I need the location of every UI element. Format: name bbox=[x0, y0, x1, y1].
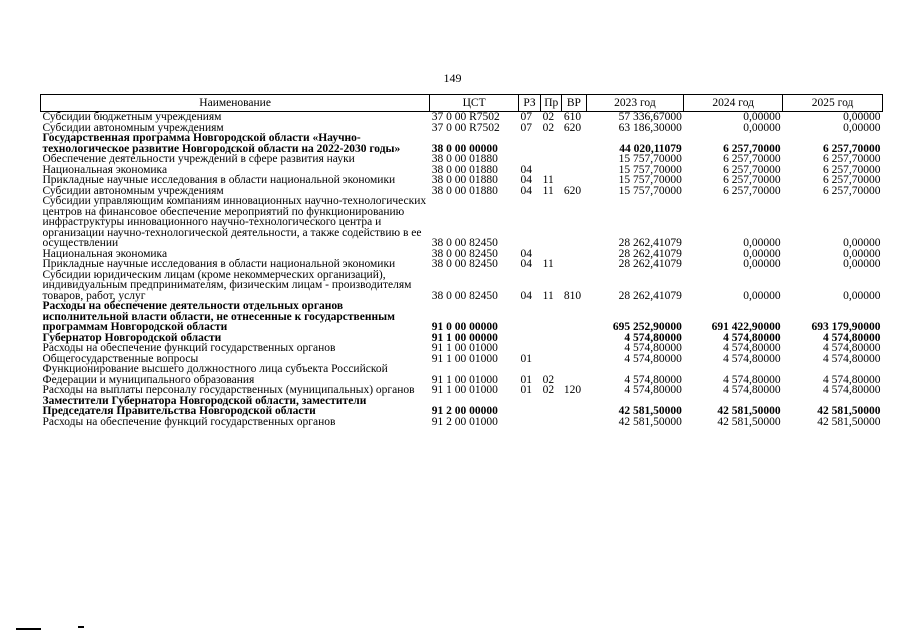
cell-2023: 4 574,80000 bbox=[624, 384, 682, 396]
cell-2024: 6 257,70000 bbox=[723, 153, 781, 165]
cell-pr bbox=[541, 196, 562, 249]
cell-vr: 120 bbox=[563, 384, 582, 396]
cell-rz: 07 bbox=[520, 111, 532, 123]
cell-name: Расходы на обеспечение функций государственных органов bbox=[42, 342, 336, 354]
cell-name: Субсидии автономным учреждениям bbox=[42, 121, 224, 134]
cell-2025: 0,00000 bbox=[843, 111, 881, 123]
cell-name: Прикладные научные исследования в области национальной экономики bbox=[42, 174, 396, 186]
cell-2023: 63 186,30000 bbox=[618, 121, 682, 134]
cell-2024: 691 422,90000 bbox=[711, 321, 781, 333]
cell-cst: 91 2 00 01000 bbox=[431, 415, 498, 428]
col-header-2023: 2023 год bbox=[586, 95, 684, 112]
cell-cst: 91 1 00 01000 bbox=[431, 384, 498, 396]
footer-rule-small bbox=[78, 626, 84, 628]
cell-vr: 620 bbox=[563, 121, 582, 134]
cell-name: Прикладные научные исследования в области национальной экономики bbox=[42, 258, 396, 270]
page-number: 149 bbox=[443, 71, 462, 85]
cell-rz bbox=[518, 301, 540, 333]
cell-2024: 6 257,70000 bbox=[723, 142, 781, 155]
cell-vr bbox=[562, 354, 586, 365]
cell-2023: 44 020,11079 bbox=[619, 142, 682, 155]
cell-cst: 91 1 00 01000 bbox=[431, 352, 498, 365]
cell-pr: 02 bbox=[542, 111, 555, 123]
cell-cst: 37 0 00 R7502 bbox=[431, 121, 500, 134]
cell-pr: 02 bbox=[542, 373, 555, 386]
cell-rz bbox=[518, 154, 540, 165]
cell-2023: 15 757,70000 bbox=[618, 163, 682, 176]
cell-2024: 0,00000 bbox=[743, 111, 781, 123]
cell-vr: 610 bbox=[563, 111, 582, 123]
table-row bbox=[41, 259, 883, 270]
cell-2024: 42 581,50000 bbox=[717, 415, 781, 428]
cell-pr bbox=[541, 133, 562, 154]
cell-rz bbox=[518, 196, 540, 249]
cell-2023: 15 757,70000 bbox=[618, 174, 682, 186]
cell-vr bbox=[562, 364, 586, 385]
table-row bbox=[41, 343, 883, 354]
cell-2023: 57 336,67000 bbox=[618, 111, 682, 123]
cell-vr bbox=[562, 343, 586, 354]
cell-2024: 4 574,80000 bbox=[723, 384, 781, 396]
cell-2023: 28 262,41079 bbox=[618, 237, 682, 249]
cell-rz: 04 bbox=[520, 184, 532, 197]
cell-2023: 695 252,90000 bbox=[612, 321, 682, 333]
cell-cst: 91 1 00 00000 bbox=[431, 331, 498, 344]
cell-rz: 04 bbox=[520, 247, 532, 260]
cell-vr bbox=[562, 175, 586, 186]
cell-pr bbox=[541, 417, 562, 428]
cell-rz: 07 bbox=[520, 121, 532, 134]
cell-cst: 91 1 00 01000 bbox=[431, 342, 498, 354]
cell-2024: 0,00000 bbox=[743, 237, 781, 249]
cell-rz: 04 bbox=[520, 174, 532, 186]
cell-2023: 28 262,41079 bbox=[618, 258, 682, 270]
table-body bbox=[41, 112, 883, 428]
cell-pr bbox=[541, 154, 562, 165]
cell-2024: 42 581,50000 bbox=[717, 405, 781, 417]
cell-2023: 28 262,41079 bbox=[618, 289, 682, 302]
cell-cst: 38 0 00 01880 bbox=[431, 163, 498, 176]
cell-cst: 38 0 00 82450 bbox=[431, 289, 498, 302]
cell-name: Субсидии юридическим лицам (кроме некоммерческих организаций), индивидуальным предпринимателям, физическим лицам - производителям товаров, работ, услуг bbox=[42, 268, 412, 302]
cell-2024: 0,00000 bbox=[743, 247, 781, 260]
cell-vr bbox=[562, 259, 586, 270]
table-row bbox=[41, 417, 883, 428]
cell-2023: 15 757,70000 bbox=[618, 184, 682, 197]
cell-2025: 0,00000 bbox=[843, 258, 881, 270]
cell-vr: 620 bbox=[563, 184, 582, 197]
cell-2025: 4 574,80000 bbox=[823, 352, 881, 365]
table-row bbox=[41, 301, 883, 333]
cell-cst: 37 0 00 R7502 bbox=[431, 111, 500, 123]
cell-2024: 4 574,80000 bbox=[723, 373, 781, 386]
col-header-2025: 2025 год bbox=[783, 95, 883, 112]
cell-2025: 0,00000 bbox=[843, 247, 881, 260]
cell-name: Обеспечение деятельности учреждений в сфере развития науки bbox=[42, 153, 355, 165]
cell-name: Субсидии автономным учреждениям bbox=[42, 184, 224, 197]
cell-2025: 6 257,70000 bbox=[823, 184, 881, 197]
cell-2025: 6 257,70000 bbox=[823, 174, 881, 186]
cell-name: Субсидии бюджетным учреждениям bbox=[42, 111, 222, 123]
cell-name: Губернатор Новгородской области bbox=[42, 331, 222, 344]
budget-table bbox=[40, 94, 883, 427]
cell-vr bbox=[562, 396, 586, 417]
cell-name: Заместители Губернатора Новгородской области, заместители Председателя Правительства Новгородской области bbox=[42, 394, 367, 417]
cell-2024: 0,00000 bbox=[743, 121, 781, 134]
cell-pr bbox=[541, 333, 562, 344]
table-row bbox=[41, 396, 883, 417]
cell-name: Национальная экономика bbox=[42, 163, 168, 176]
cell-2024: 4 574,80000 bbox=[723, 352, 781, 365]
cell-vr bbox=[562, 133, 586, 154]
col-header-pr: Пр bbox=[541, 95, 562, 112]
cell-rz: 01 bbox=[520, 384, 532, 396]
cell-vr bbox=[562, 196, 586, 249]
cell-rz: 01 bbox=[520, 352, 532, 365]
table-row bbox=[41, 175, 883, 186]
cell-2025: 42 581,50000 bbox=[817, 415, 881, 428]
cell-2024: 4 574,80000 bbox=[723, 331, 781, 344]
cell-2024: 6 257,70000 bbox=[723, 163, 781, 176]
cell-pr: 02 bbox=[542, 121, 555, 134]
cell-cst: 38 0 00 01880 bbox=[431, 174, 498, 186]
cell-cst: 38 0 00 82450 bbox=[431, 247, 498, 260]
cell-2025: 4 574,80000 bbox=[823, 342, 881, 354]
cell-cst: 91 2 00 00000 bbox=[431, 405, 498, 417]
cell-2025: 6 257,70000 bbox=[823, 153, 881, 165]
cell-rz bbox=[518, 343, 540, 354]
cell-rz: 04 bbox=[520, 163, 532, 176]
cell-name: Национальная экономика bbox=[42, 247, 168, 260]
col-header-cst: ЦСТ bbox=[430, 95, 519, 112]
cell-cst: 38 0 00 82450 bbox=[431, 258, 498, 270]
cell-2024: 6 257,70000 bbox=[723, 184, 781, 197]
cell-pr bbox=[541, 354, 562, 365]
cell-vr bbox=[562, 165, 586, 176]
cell-pr: 11 bbox=[542, 289, 554, 302]
col-header-2024: 2024 год bbox=[684, 95, 783, 112]
cell-2023: 42 581,50000 bbox=[618, 405, 682, 417]
cell-vr bbox=[562, 249, 586, 260]
cell-name: Расходы на обеспечение функций государственных органов bbox=[42, 415, 336, 428]
cell-2023: 4 574,80000 bbox=[624, 373, 682, 386]
table-row bbox=[41, 385, 883, 396]
cell-name: Общегосударственные вопросы bbox=[42, 352, 199, 365]
footer-rule bbox=[16, 628, 41, 630]
cell-2024: 0,00000 bbox=[743, 258, 781, 270]
table-row bbox=[41, 133, 883, 154]
col-header-vr: ВР bbox=[562, 95, 586, 112]
cell-cst: 91 1 00 01000 bbox=[431, 373, 498, 386]
table-row bbox=[41, 196, 883, 249]
table-header-row bbox=[41, 95, 883, 112]
table-row bbox=[41, 112, 883, 123]
cell-pr: 11 bbox=[542, 184, 554, 197]
table-row bbox=[41, 270, 883, 302]
cell-2024: 6 257,70000 bbox=[723, 174, 781, 186]
cell-2023: 4 574,80000 bbox=[624, 331, 682, 344]
cell-2024: 4 574,80000 bbox=[723, 342, 781, 354]
cell-rz: 01 bbox=[520, 373, 532, 386]
cell-rz bbox=[518, 396, 540, 417]
cell-vr: 810 bbox=[563, 289, 582, 302]
cell-cst: 38 0 00 01880 bbox=[431, 153, 498, 165]
table-row bbox=[41, 154, 883, 165]
cell-2024: 0,00000 bbox=[743, 289, 781, 302]
cell-vr bbox=[562, 154, 586, 165]
cell-name: Субсидии управляющим компаниям инновационных научно-технологических центров на финансовое обеспечение мероприятий по функционированию инфраструктуры инновационного научно-технологического центра и организации научно-технологической деятельности, а также содействию в ее осуществлении bbox=[42, 195, 427, 249]
cell-name: Государственная программа Новгородской области «Научно-технологическое развитие Новгородской области на 2022-2030 годы» bbox=[42, 132, 401, 155]
cell-name: Функционирование высшего должностного лица субъекта Российской Федерации и муниципального образования bbox=[42, 363, 388, 386]
cell-2025: 6 257,70000 bbox=[823, 163, 881, 176]
cell-2025: 0,00000 bbox=[843, 289, 881, 302]
cell-pr bbox=[541, 396, 562, 417]
col-header-rz: РЗ bbox=[518, 95, 540, 112]
cell-pr: 11 bbox=[542, 258, 554, 270]
cell-cst: 38 0 00 01880 bbox=[431, 184, 498, 197]
cell-pr bbox=[541, 301, 562, 333]
cell-vr bbox=[562, 333, 586, 344]
col-header-name: Наименование bbox=[41, 95, 430, 112]
cell-cst: 38 0 00 82450 bbox=[431, 237, 498, 249]
cell-rz: 04 bbox=[520, 258, 532, 270]
cell-2025: 4 574,80000 bbox=[823, 373, 881, 386]
cell-cst: 38 0 00 00000 bbox=[431, 142, 498, 155]
cell-rz: 04 bbox=[520, 289, 532, 302]
cell-vr bbox=[562, 301, 586, 333]
cell-2023: 4 574,80000 bbox=[624, 342, 682, 354]
cell-name: Расходы на выплаты персоналу государственных (муниципальных) органов bbox=[42, 384, 415, 396]
cell-2023: 4 574,80000 bbox=[624, 352, 682, 365]
table-row bbox=[41, 364, 883, 385]
cell-rz bbox=[518, 417, 540, 428]
cell-2025: 0,00000 bbox=[843, 237, 881, 249]
cell-name: Расходы на обеспечение деятельности отдельных органов исполнительной власти области, не отнесенные к государственным программам Новгородской области bbox=[42, 300, 395, 333]
cell-rz bbox=[518, 333, 540, 344]
cell-2025: 0,00000 bbox=[843, 121, 881, 134]
cell-pr: 02 bbox=[542, 384, 555, 396]
cell-2023: 15 757,70000 bbox=[618, 153, 682, 165]
cell-cst: 91 0 00 00000 bbox=[431, 321, 498, 333]
cell-2025: 4 574,80000 bbox=[823, 384, 881, 396]
cell-pr bbox=[541, 343, 562, 354]
cell-2023: 42 581,50000 bbox=[618, 415, 682, 428]
cell-rz bbox=[518, 133, 540, 154]
cell-pr: 11 bbox=[542, 174, 554, 186]
cell-2025: 6 257,70000 bbox=[823, 142, 881, 155]
cell-2023: 28 262,41079 bbox=[618, 247, 682, 260]
cell-2025: 4 574,80000 bbox=[823, 331, 881, 344]
cell-2025: 42 581,50000 bbox=[817, 405, 881, 417]
cell-2025: 693 179,90000 bbox=[811, 321, 881, 333]
cell-vr bbox=[562, 417, 586, 428]
